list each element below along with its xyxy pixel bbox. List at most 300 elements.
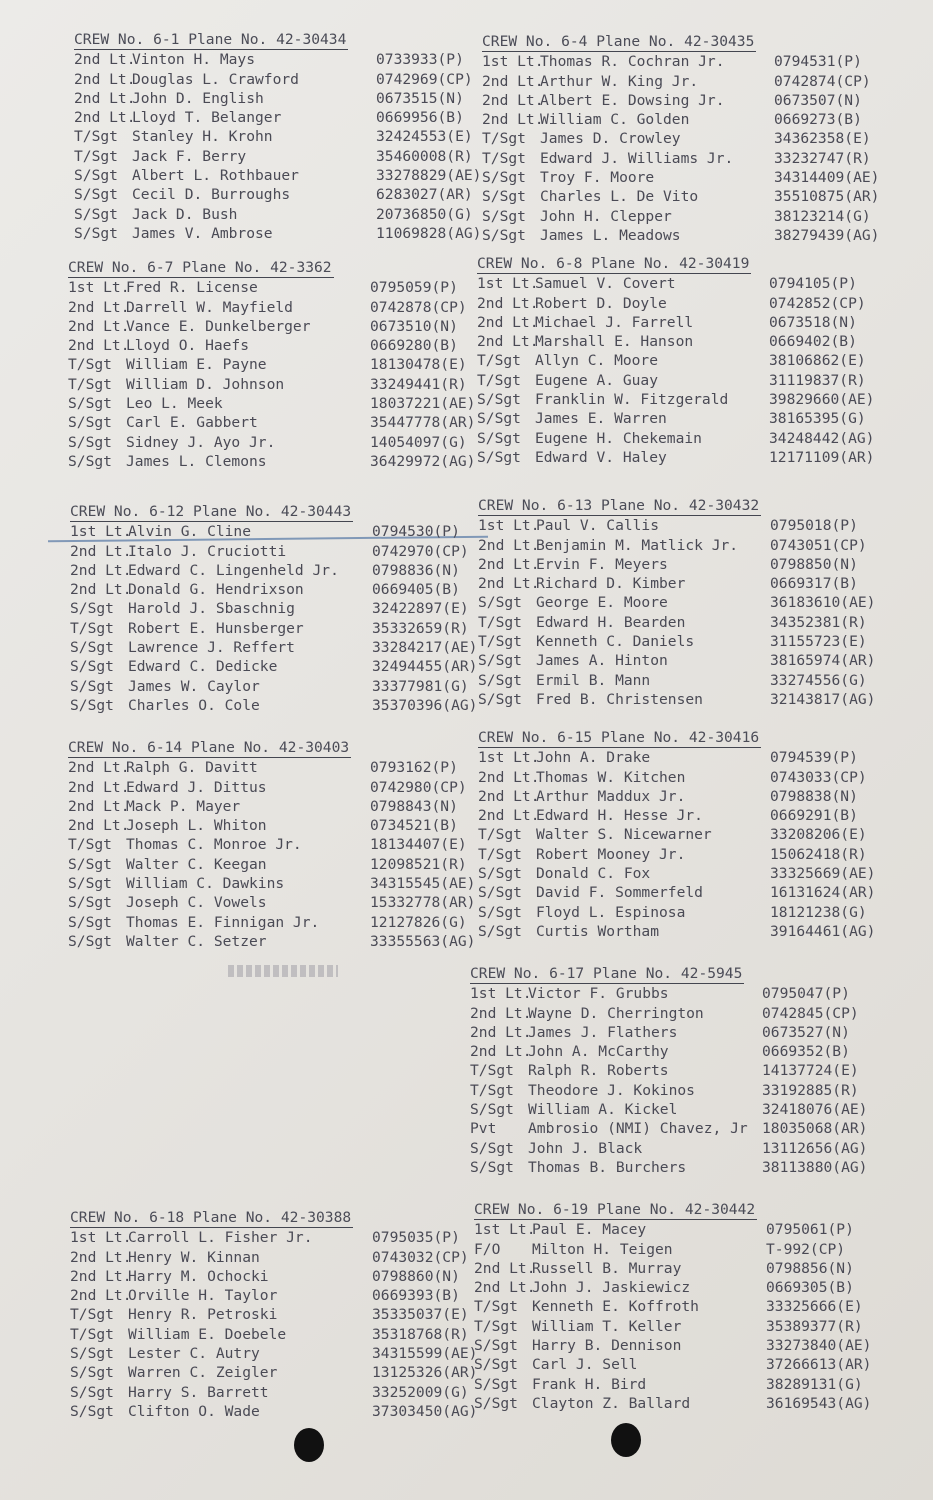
member-name: James L. Meadows — [540, 226, 681, 244]
crew-member-row — [74, 205, 484, 224]
member-name: David F. Sommerfeld — [536, 884, 703, 902]
crew-member-row — [68, 874, 478, 893]
crew-header: CREW No. 6-15 Plane No. 42-30416 — [478, 728, 761, 748]
member-name: Floyd L. Espinosa — [536, 903, 686, 921]
crew-member-row — [74, 108, 484, 127]
crew-member-row — [478, 748, 888, 767]
member-rank: S/Sgt — [74, 205, 118, 223]
crew-member-row — [470, 1158, 880, 1177]
crew-member-row — [70, 1228, 480, 1247]
member-name: Kenneth C. Daniels — [536, 633, 695, 651]
member-name: James D. Crowley — [540, 130, 681, 148]
member-serial: 0798850(N) — [770, 555, 858, 573]
member-rank: 1st Lt. — [470, 985, 532, 1003]
member-serial: 18134407(E) — [370, 836, 467, 854]
member-serial: 0669291(B) — [770, 807, 858, 825]
member-serial: 31155723(E) — [770, 633, 867, 651]
member-name: Samuel V. Covert — [535, 275, 676, 293]
member-rank: S/Sgt — [68, 875, 112, 893]
punch-hole-right — [611, 1423, 641, 1457]
member-serial: 35335037(E) — [372, 1306, 469, 1324]
member-rank: 2nd Lt. — [478, 575, 540, 593]
member-serial: 38279439(AG) — [774, 226, 880, 244]
crew-member-row — [70, 1267, 480, 1286]
member-serial: 0798843(N) — [370, 797, 458, 815]
member-serial: 35460008(R) — [376, 147, 473, 165]
member-rank: F/O — [474, 1240, 501, 1258]
member-name: Ralph R. Roberts — [528, 1062, 669, 1080]
member-rank: S/Sgt — [70, 639, 114, 657]
member-rank: S/Sgt — [474, 1337, 518, 1355]
member-serial: 33284217(AE) — [372, 639, 478, 657]
crew-member-row — [70, 1383, 480, 1402]
member-rank: S/Sgt — [477, 410, 521, 428]
member-name: Edward J. Dittus — [126, 778, 267, 796]
crew-member-row — [482, 207, 892, 226]
member-serial: 38289131(G) — [766, 1375, 863, 1393]
crew-member-row — [477, 351, 887, 370]
member-name: Carl E. Gabbert — [126, 414, 258, 432]
member-name: Darrell W. Mayfield — [126, 298, 293, 316]
member-rank: S/Sgt — [74, 167, 118, 185]
member-serial: 31119837(R) — [769, 371, 866, 389]
member-name: Russell B. Murray — [532, 1259, 682, 1277]
crew-member-row — [474, 1394, 884, 1413]
crew-member-row — [70, 1286, 480, 1305]
member-rank: 2nd Lt. — [74, 109, 136, 127]
crew-block — [482, 32, 892, 245]
crew-member-row — [478, 768, 888, 787]
member-rank: S/Sgt — [70, 1345, 114, 1363]
member-serial: 16131624(AR) — [770, 884, 876, 902]
member-rank: 2nd Lt. — [68, 298, 130, 316]
crew-member-row — [68, 375, 478, 394]
crew-member-row — [74, 127, 484, 146]
crew-member-row — [68, 394, 478, 413]
member-name: Edward H. Bearden — [536, 613, 686, 631]
crew-member-row — [478, 516, 888, 535]
member-name: Jack F. Berry — [132, 147, 247, 165]
member-rank: T/Sgt — [478, 845, 522, 863]
member-serial: 33278829(AE) — [376, 167, 482, 185]
member-rank: T/Sgt — [477, 352, 521, 370]
member-serial: 35447778(AR) — [370, 414, 476, 432]
crew-member-row — [74, 224, 484, 243]
member-rank: 2nd Lt. — [482, 91, 544, 109]
crew-header: CREW No. 6-8 Plane No. 42-30419 — [477, 254, 751, 274]
member-name: Eugene A. Guay — [535, 371, 659, 389]
member-serial: 36169543(AG) — [766, 1394, 872, 1412]
crew-member-row — [482, 91, 892, 110]
member-name: Allyn C. Moore — [535, 352, 659, 370]
crew-member-row — [482, 72, 892, 91]
member-serial: 0743032(CP) — [372, 1248, 469, 1266]
member-serial: 0798838(N) — [770, 787, 858, 805]
crew-member-row — [68, 797, 478, 816]
member-rank: S/Sgt — [474, 1375, 518, 1393]
member-name: Edward H. Hesse Jr. — [536, 807, 703, 825]
member-name: John A. Drake — [536, 749, 651, 767]
member-name: Lawrence J. Reffert — [128, 639, 295, 657]
member-name: Harry S. Barrett — [128, 1383, 269, 1401]
member-serial: 0798860(N) — [372, 1267, 460, 1285]
crew-member-row — [74, 50, 484, 69]
member-serial: 6283027(AR) — [376, 186, 473, 204]
member-serial: 33325669(AE) — [770, 865, 876, 883]
member-serial: 0794530(P) — [372, 523, 460, 541]
member-name: Edward V. Haley — [535, 448, 667, 466]
member-rank: 2nd Lt. — [74, 70, 136, 88]
member-name: Ralph G. Davitt — [126, 759, 258, 777]
member-rank: S/Sgt — [70, 600, 114, 618]
member-serial: 0793162(P) — [370, 759, 458, 777]
member-rank: 1st Lt. — [478, 517, 540, 535]
crew-member-row — [68, 452, 478, 471]
crew-block — [474, 1200, 884, 1413]
member-rank: Pvt — [470, 1120, 497, 1138]
crew-member-row — [478, 613, 888, 632]
member-serial: 33355563(AG) — [370, 932, 476, 950]
crew-header: CREW No. 6-4 Plane No. 42-30435 — [482, 32, 756, 52]
crew-member-row — [477, 274, 887, 293]
member-serial: 0795061(P) — [766, 1221, 854, 1239]
member-name: Alvin G. Cline — [128, 523, 252, 541]
member-serial: 32424553(E) — [376, 128, 473, 146]
member-serial: 32143817(AG) — [770, 690, 876, 708]
crew-member-row — [68, 355, 478, 374]
crew-member-row — [68, 913, 478, 932]
crew-member-row — [474, 1278, 884, 1297]
member-serial: 14054097(G) — [370, 433, 467, 451]
member-rank: 1st Lt. — [474, 1221, 536, 1239]
crew-member-row — [70, 1402, 480, 1421]
member-serial: 0669280(B) — [370, 337, 458, 355]
member-name: Cecil D. Burroughs — [132, 186, 291, 204]
crew-member-row — [470, 1004, 880, 1023]
member-name: Donald G. Hendrixson — [128, 581, 304, 599]
member-serial: 12171109(AR) — [769, 448, 875, 466]
member-serial: 33377981(G) — [372, 677, 469, 695]
member-rank: S/Sgt — [470, 1101, 514, 1119]
member-serial: 33249441(R) — [370, 375, 467, 393]
member-serial: 11069828(AG) — [376, 224, 482, 242]
member-serial: 0794531(P) — [774, 53, 862, 71]
member-name: Ervin F. Meyers — [536, 555, 668, 573]
member-rank: T/Sgt — [478, 633, 522, 651]
member-serial: 38123214(G) — [774, 207, 871, 225]
crew-member-row — [70, 522, 480, 541]
crew-member-row — [70, 599, 480, 618]
member-rank: T/Sgt — [478, 613, 522, 631]
crew-member-row — [68, 317, 478, 336]
member-serial: 39164461(AG) — [770, 922, 876, 940]
crew-member-row — [68, 758, 478, 777]
crew-header: CREW No. 6-18 Plane No. 42-30388 — [70, 1208, 353, 1228]
crew-member-row — [68, 778, 478, 797]
crew-member-row — [477, 429, 887, 448]
member-rank: S/Sgt — [477, 429, 521, 447]
member-name: Michael J. Farrell — [535, 313, 694, 331]
crew-member-row — [477, 313, 887, 332]
crew-block — [478, 728, 888, 941]
crew-member-row — [70, 1344, 480, 1363]
member-rank: 2nd Lt. — [478, 536, 540, 554]
member-serial: 0742874(CP) — [774, 72, 871, 90]
member-rank: 2nd Lt. — [74, 89, 136, 107]
member-rank: 2nd Lt. — [68, 797, 130, 815]
crew-member-row — [70, 580, 480, 599]
member-rank: T/Sgt — [68, 356, 112, 374]
member-name: Paul V. Callis — [536, 517, 660, 535]
crew-header: CREW No. 6-14 Plane No. 42-30403 — [68, 738, 351, 758]
crew-member-row — [478, 671, 888, 690]
member-rank: T/Sgt — [70, 1306, 114, 1324]
member-rank: T/Sgt — [74, 128, 118, 146]
member-serial: 33192885(R) — [762, 1081, 859, 1099]
crew-member-row — [70, 696, 480, 715]
member-serial: 0673527(N) — [762, 1023, 850, 1041]
crew-member-row — [68, 816, 478, 835]
member-rank: T/Sgt — [68, 375, 112, 393]
crew-block — [477, 254, 887, 467]
member-name: Vinton H. Mays — [132, 51, 256, 69]
member-name: Kenneth E. Koffroth — [532, 1298, 699, 1316]
crew-member-row — [74, 185, 484, 204]
member-name: James J. Flathers — [528, 1023, 678, 1041]
crew-member-row — [478, 574, 888, 593]
member-rank: S/Sgt — [478, 884, 522, 902]
member-serial: 13112656(AG) — [762, 1139, 868, 1157]
member-name: William D. Johnson — [126, 375, 285, 393]
member-serial: 0798856(N) — [766, 1259, 854, 1277]
member-name: Orville H. Taylor — [128, 1287, 278, 1305]
member-name: William E. Doebele — [128, 1325, 287, 1343]
crew-member-row — [478, 903, 888, 922]
crew-member-row — [70, 619, 480, 638]
member-rank: S/Sgt — [70, 1402, 114, 1420]
member-name: Leo L. Meek — [126, 395, 223, 413]
crew-header: CREW No. 6-12 Plane No. 42-30443 — [70, 502, 353, 522]
member-name: Lloyd T. Belanger — [132, 109, 282, 127]
crew-block — [470, 964, 880, 1177]
crew-member-row — [478, 690, 888, 709]
member-rank: T/Sgt — [478, 826, 522, 844]
member-serial: 0669317(B) — [770, 575, 858, 593]
member-serial: 38106862(E) — [769, 352, 866, 370]
member-rank: S/Sgt — [474, 1394, 518, 1412]
crew-member-row — [68, 855, 478, 874]
member-rank: S/Sgt — [470, 1158, 514, 1176]
member-serial: 33208206(E) — [770, 826, 867, 844]
member-name: Troy F. Moore — [540, 169, 655, 187]
crew-member-row — [477, 332, 887, 351]
member-rank: S/Sgt — [68, 894, 112, 912]
member-name: Lester C. Autry — [128, 1345, 260, 1363]
member-name: Milton H. Teigen — [532, 1240, 673, 1258]
member-rank: 2nd Lt. — [478, 807, 540, 825]
member-rank: S/Sgt — [478, 865, 522, 883]
crew-member-row — [482, 226, 892, 245]
crew-block — [70, 1208, 480, 1421]
member-rank: T/Sgt — [477, 371, 521, 389]
member-rank: 2nd Lt. — [74, 51, 136, 69]
member-name: Joseph C. Vowels — [126, 894, 267, 912]
crew-block — [74, 30, 484, 243]
crew-member-row — [70, 561, 480, 580]
member-name: Theodore J. Kokinos — [528, 1081, 695, 1099]
crew-member-row — [482, 52, 892, 71]
member-name: Marshall E. Hanson — [535, 333, 694, 351]
crew-member-row — [470, 1061, 880, 1080]
member-rank: S/Sgt — [68, 414, 112, 432]
member-rank: S/Sgt — [70, 677, 114, 695]
member-rank: 1st Lt. — [482, 53, 544, 71]
member-serial: 35318768(R) — [372, 1325, 469, 1343]
crew-member-row — [70, 1363, 480, 1382]
member-name: James A. Hinton — [536, 652, 668, 670]
member-name: Sidney J. Ayo Jr. — [126, 433, 276, 451]
member-name: Carroll L. Fisher Jr. — [128, 1229, 313, 1247]
member-name: Walter C. Keegan — [126, 855, 267, 873]
member-serial: 0795047(P) — [762, 985, 850, 1003]
member-serial: 0742852(CP) — [769, 294, 866, 312]
member-rank: 2nd Lt. — [70, 1267, 132, 1285]
member-name: Vance E. Dunkelberger — [126, 317, 311, 335]
member-rank: S/Sgt — [70, 658, 114, 676]
member-name: William E. Payne — [126, 356, 267, 374]
crew-block — [478, 496, 888, 709]
member-rank: T/Sgt — [470, 1081, 514, 1099]
crew-member-row — [478, 825, 888, 844]
member-serial: 0742878(CP) — [370, 298, 467, 316]
member-name: Mack P. Mayer — [126, 797, 241, 815]
member-rank: S/Sgt — [478, 671, 522, 689]
member-rank: S/Sgt — [478, 903, 522, 921]
member-rank: 2nd Lt. — [478, 787, 540, 805]
member-serial: 20736850(G) — [376, 205, 473, 223]
crew-member-row — [478, 651, 888, 670]
crew-member-row — [482, 168, 892, 187]
member-rank: S/Sgt — [482, 226, 526, 244]
crew-member-row — [470, 1081, 880, 1100]
member-name: James L. Clemons — [126, 452, 267, 470]
member-name: John J. Black — [528, 1139, 643, 1157]
member-name: William C. Dawkins — [126, 875, 285, 893]
member-rank: 2nd Lt. — [70, 581, 132, 599]
crew-member-row — [478, 593, 888, 612]
member-rank: 2nd Lt. — [68, 778, 130, 796]
member-serial: 0733933(P) — [376, 51, 464, 69]
member-rank: T/Sgt — [68, 836, 112, 854]
crew-member-row — [70, 1325, 480, 1344]
member-name: Clayton Z. Ballard — [532, 1394, 691, 1412]
member-name: Donald C. Fox — [536, 865, 651, 883]
crew-member-row — [478, 806, 888, 825]
crew-header: CREW No. 6-7 Plane No. 42-3362 — [68, 258, 334, 278]
member-rank: S/Sgt — [68, 452, 112, 470]
member-serial: 0742845(CP) — [762, 1004, 859, 1022]
member-name: Albert E. Dowsing Jr. — [540, 91, 725, 109]
member-serial: 0673515(N) — [376, 89, 464, 107]
member-serial: 0743051(CP) — [770, 536, 867, 554]
member-name: Fred B. Christensen — [536, 690, 703, 708]
member-name: Harry M. Ochocki — [128, 1267, 269, 1285]
member-rank: S/Sgt — [482, 207, 526, 225]
member-name: James W. Caylor — [128, 677, 260, 695]
member-name: Richard D. Kimber — [536, 575, 686, 593]
member-name: Edward C. Dedicke — [128, 658, 278, 676]
member-serial: 38165395(G) — [769, 410, 866, 428]
member-rank: 2nd Lt. — [68, 759, 130, 777]
member-serial: 0742969(CP) — [376, 70, 473, 88]
member-serial: 32422897(E) — [372, 600, 469, 618]
smudged-mark — [228, 965, 338, 977]
crew-header: CREW No. 6-17 Plane No. 42-5945 — [470, 964, 744, 984]
crew-member-row — [474, 1259, 884, 1278]
crew-member-row — [474, 1220, 884, 1239]
member-serial: 0669352(B) — [762, 1043, 850, 1061]
member-serial: 34315545(AE) — [370, 875, 476, 893]
crew-member-row — [74, 147, 484, 166]
member-name: William T. Keller — [532, 1317, 682, 1335]
member-rank: 1st Lt. — [68, 279, 130, 297]
member-rank: 2nd Lt. — [477, 333, 539, 351]
member-name: Arthur Maddux Jr. — [536, 787, 686, 805]
member-serial: 13125326(AR) — [372, 1364, 478, 1382]
member-name: William C. Golden — [540, 111, 690, 129]
member-name: Ermil B. Mann — [536, 671, 651, 689]
crew-member-row — [482, 149, 892, 168]
member-serial: 18130478(E) — [370, 356, 467, 374]
member-serial: 0795035(P) — [372, 1229, 460, 1247]
member-rank: T/Sgt — [70, 619, 114, 637]
member-name: Henry R. Petroski — [128, 1306, 278, 1324]
member-serial: 33274556(G) — [770, 671, 867, 689]
member-serial: 0794539(P) — [770, 749, 858, 767]
member-serial: 0742980(CP) — [370, 778, 467, 796]
member-serial: 14137724(E) — [762, 1062, 859, 1080]
member-name: Charles L. De Vito — [540, 188, 699, 206]
crew-member-row — [70, 1305, 480, 1324]
member-name: Thomas W. Kitchen — [536, 768, 686, 786]
member-name: Thomas B. Burchers — [528, 1158, 687, 1176]
member-serial: 18121238(G) — [770, 903, 867, 921]
crew-member-row — [68, 433, 478, 452]
member-serial: 0669956(B) — [376, 109, 464, 127]
member-serial: 38113880(AG) — [762, 1158, 868, 1176]
member-name: Robert E. Hunsberger — [128, 619, 304, 637]
member-serial: 0669405(B) — [372, 581, 460, 599]
crew-member-row — [474, 1355, 884, 1374]
member-name: Clifton O. Wade — [128, 1402, 260, 1420]
member-name: John A. McCarthy — [528, 1043, 669, 1061]
member-serial: 34314409(AE) — [774, 169, 880, 187]
member-rank: S/Sgt — [482, 169, 526, 187]
member-name: Joseph L. Whiton — [126, 817, 267, 835]
crew-member-row — [68, 835, 478, 854]
crew-member-row — [478, 845, 888, 864]
crew-member-row — [68, 413, 478, 432]
member-name: Victor F. Grubbs — [528, 985, 669, 1003]
crew-member-row — [478, 787, 888, 806]
member-rank: 2nd Lt. — [477, 313, 539, 331]
crew-member-row — [477, 294, 887, 313]
member-rank: 2nd Lt. — [70, 1248, 132, 1266]
member-serial: 35370396(AG) — [372, 696, 478, 714]
crew-member-row — [478, 536, 888, 555]
member-rank: 2nd Lt. — [68, 317, 130, 335]
member-serial: T-992(CP) — [766, 1240, 846, 1258]
